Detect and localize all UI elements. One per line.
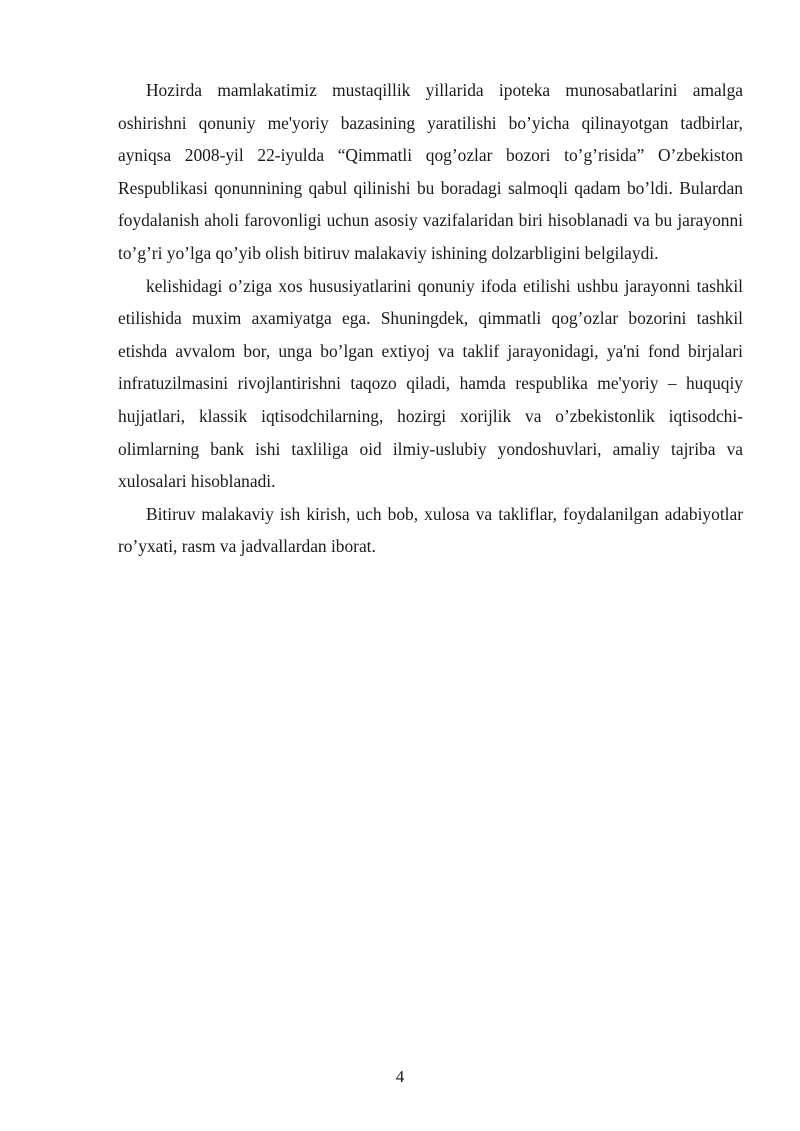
paragraph-features: kelishidagi o’ziga xos hususiyatlarini qonuniy ifoda etilishi ushbu jarayonni tashkil etilishida muxim axamiyatga ega. Shuningdek, qimmatli qog’ozlar bozorini tashkil etishda avvalom bor, unga bo’lgan extiyoj va taklif jarayonidagi, ya'ni fond birjalari infratuzilmasini rivojlantirishni taqozo qiladi, hamda respublika me'yoriy – huquqiy hujjatlari, klassik iqtisodchilarning, hozirgi xorijlik va o’zbekistonlik iqtisodchi-olimlarning bank ishi taxliliga oid ilmiy-uslubiy yondoshuvlari, amaliy tajriba va xulosalari hisoblanadi. [118, 275, 743, 492]
page-number: 4 [395, 1067, 405, 1086]
body-text [118, 74, 743, 563]
paragraph-structure: Bitiruv malakaviy ish kirish, uch bob, xulosa va takliflar, foydalanilgan adabiyotlar ro’yxati, rasm va jadvallardan iborat. [118, 503, 743, 557]
paragraph-intro: Hozirda mamlakatimiz mustaqillik yillarida ipoteka munosabatlarini amalga oshirishni qonuniy me'yoriy bazasining yaratilishi bo’yicha qilinayotgan tadbirlar, ayniqsa 2008-yil 22-iyulda “Qimmatli qog’ozlar bozori to’g’risida” O’zbekiston Respublikasi qonunnining qabul qilinishi bu boradagi salmoqli qadam bo’ldi. Bulardan foydalanish aholi farovonligi uchun asosiy vazifalaridan biri hisoblanadi va bu jarayonni to’g’ri yo’lga qo’yib olish bitiruv malakaviy ishining dolzarbligini belgilaydi. [118, 80, 743, 263]
